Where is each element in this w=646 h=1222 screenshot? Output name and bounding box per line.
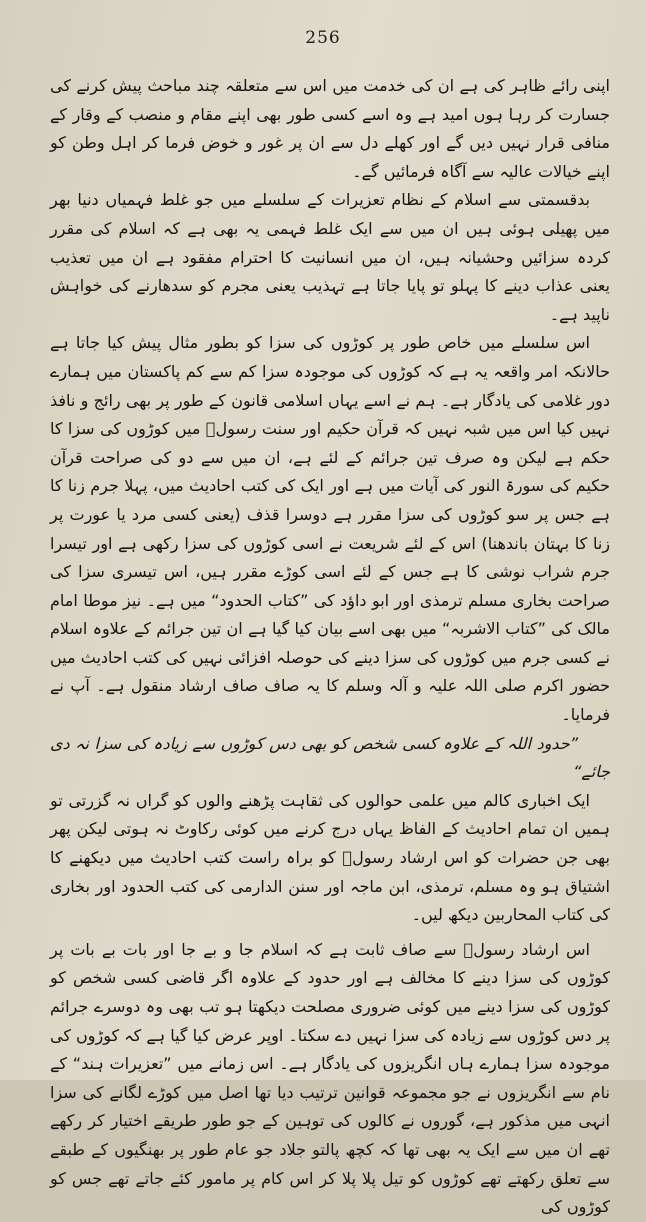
hadith-quote: ”حدود اللہ کے علاوہ کسی شخص کو بھی دس کوڑوں سے زیادہ کی سزا نہ دی جائے“ <box>50 733 610 782</box>
page-body-text <box>50 72 610 1222</box>
paragraph-conclusion: اس ارشاد رسولؐ سے صاف ثابت ہے کہ اسلام جا و بے جا اور بات بے بات پر کوڑوں کی سزا دینے کا مخالف ہے اور حدود کے علاوہ اگر قاضی کسی شخص کو کوڑوں کی سزا دینے میں کوئی ضروری مصلحت دیکھتا ہو تب بھی وہ دوسرے جرائم پر دس کوڑوں سے زیادہ کی سزا نہیں دے سکتا۔ اوپر عرض کیا گیا ہے کہ کوڑوں کی موجودہ سزا ہمارے ہاں انگریزوں کی یادگار ہے۔ اس زمانے میں ”تعزیرات ہند“ کے نام سے انگریزوں نے جو مجموعہ قوانین ترتیب دیا تھا اصل میں کوڑے لگانے کی سزا انہی میں مذکور ہے، گوروں نے کالوں کی توہین کے جو طور طریقے اختیار کر رکھے تھے ان میں سے ایک یہ بھی تھا کہ کچھ پالتو جلاد جو عام طور پر بھنگیوں کے طبقے سے تعلق رکھتے تھے کوڑوں کو تیل پلا پلا کر اس کام پر مامور کئے جاتے تھے جس کو کوڑوں کی <box>50 939 610 1217</box>
paragraph-flogging-history: اس سلسلے میں خاص طور پر کوڑوں کی سزا کو بطور مثال پیش کیا جاتا ہے حالانکہ امر واقعہ یہ ہے کہ کوڑوں کی موجودہ سزا کم سے کم پاکستان میں ہمارے دور غلامی کی یادگار ہے۔ ہم نے اسے یہاں اسلامی قانون کے طور پر بھی رائج و نافذ نہیں کیا اس میں شبہ نہیں کہ قرآن حکیم اور سنت رسولؐ میں کوڑوں کی سزا کا حکم ہے لیکن وہ صرف تین جرائم کے لئے ہے، ان میں سے دو کی صراحت قرآن حکیم کی سورۃ النور کی آیات میں ہے اور ایک کی کتب احادیث میں، پہلا جرم زنا کا ہے جس پر سو کوڑوں کی سزا مقرر ہے دوسرا قذف (یعنی کسی مرد یا عورت پر زنا کا بہتان باندھنا) اس کے لئے شریعت نے اسی کوڑوں کی سزا رکھی ہے اور تیسرا جرم شراب نوشی کا ہے جس کے لئے اسی کوڑے مقرر ہیں، اس تیسری سزا کی صراحت بخاری مسلم ترمذی اور ابو داؤد کی ”کتاب الحدود“ میں ہے۔ نیز موطا امام مالک کی ”کتاب الاشربہ“ میں بھی اسے بیان کیا گیا ہے ان تین جرائم کے علاوہ اسلام نے کسی جرم میں کوڑوں کی سزا دینے کی حوصلہ افزائی نہیں کی کتب احادیث میں حضور اکرم صلی اللہ علیہ و آلہ وسلم کا یہ صاف صاف ارشاد منقول ہے۔ آپ نے فرمایا۔ <box>50 333 610 725</box>
page-number: 256 <box>305 28 341 48</box>
paragraph-references: ایک اخباری کالم میں علمی حوالوں کی ثقاہت پڑھنے والوں کو گراں نہ گزرتی تو ہمیں ان تمام احادیث کے الفاظ یہاں درج کرنے میں کوئی رکاوٹ نہ ہوتی لیکن پھر بھی جن حضرات کو اس ارشاد رسولؐ کو براہ راست کتب احادیث میں دیکھنے کا اشتیاق ہو وہ مسلم، ترمذی، ابن ماجہ اور سنن الدارمی کی کتب الحدود اور بخاری کی کتاب المحاربین دیکھ لیں۔ <box>50 790 610 925</box>
paragraph-intro: اپنی رائے ظاہر کی ہے ان کی خدمت میں اس سے متعلقہ چند مباحث پیش کرنے کی جسارت کر رہا ہوں امید ہے وہ اسے کسی طور بھی اپنے مقام و منصب کے وقار کے منافی قرار نہیں دیں گے اور کھلے دل سے ان پر غور و خوض فرما کر اہل وطن کو اپنے خیالات عالیہ سے آگاہ فرمائیں گے۔ <box>50 76 610 181</box>
paragraph-misconception: بدقسمتی سے اسلام کے نظام تعزیرات کے سلسلے میں جو غلط فہمیاں دنیا بھر میں پھیلی ہوئی ہیں ان میں سے ایک غلط فہمی یہ بھی ہے کہ اسلام کی مقرر کردہ سزائیں وحشیانہ ہیں، ان میں انسانیت کا احترام مفقود ہے ان میں تعذیب یعنی عذاب دینے کا پہلو تو پایا جاتا ہے تہذیب یعنی مجرم کو سدھارنے کی خواہش ناپید ہے۔ <box>50 190 610 324</box>
